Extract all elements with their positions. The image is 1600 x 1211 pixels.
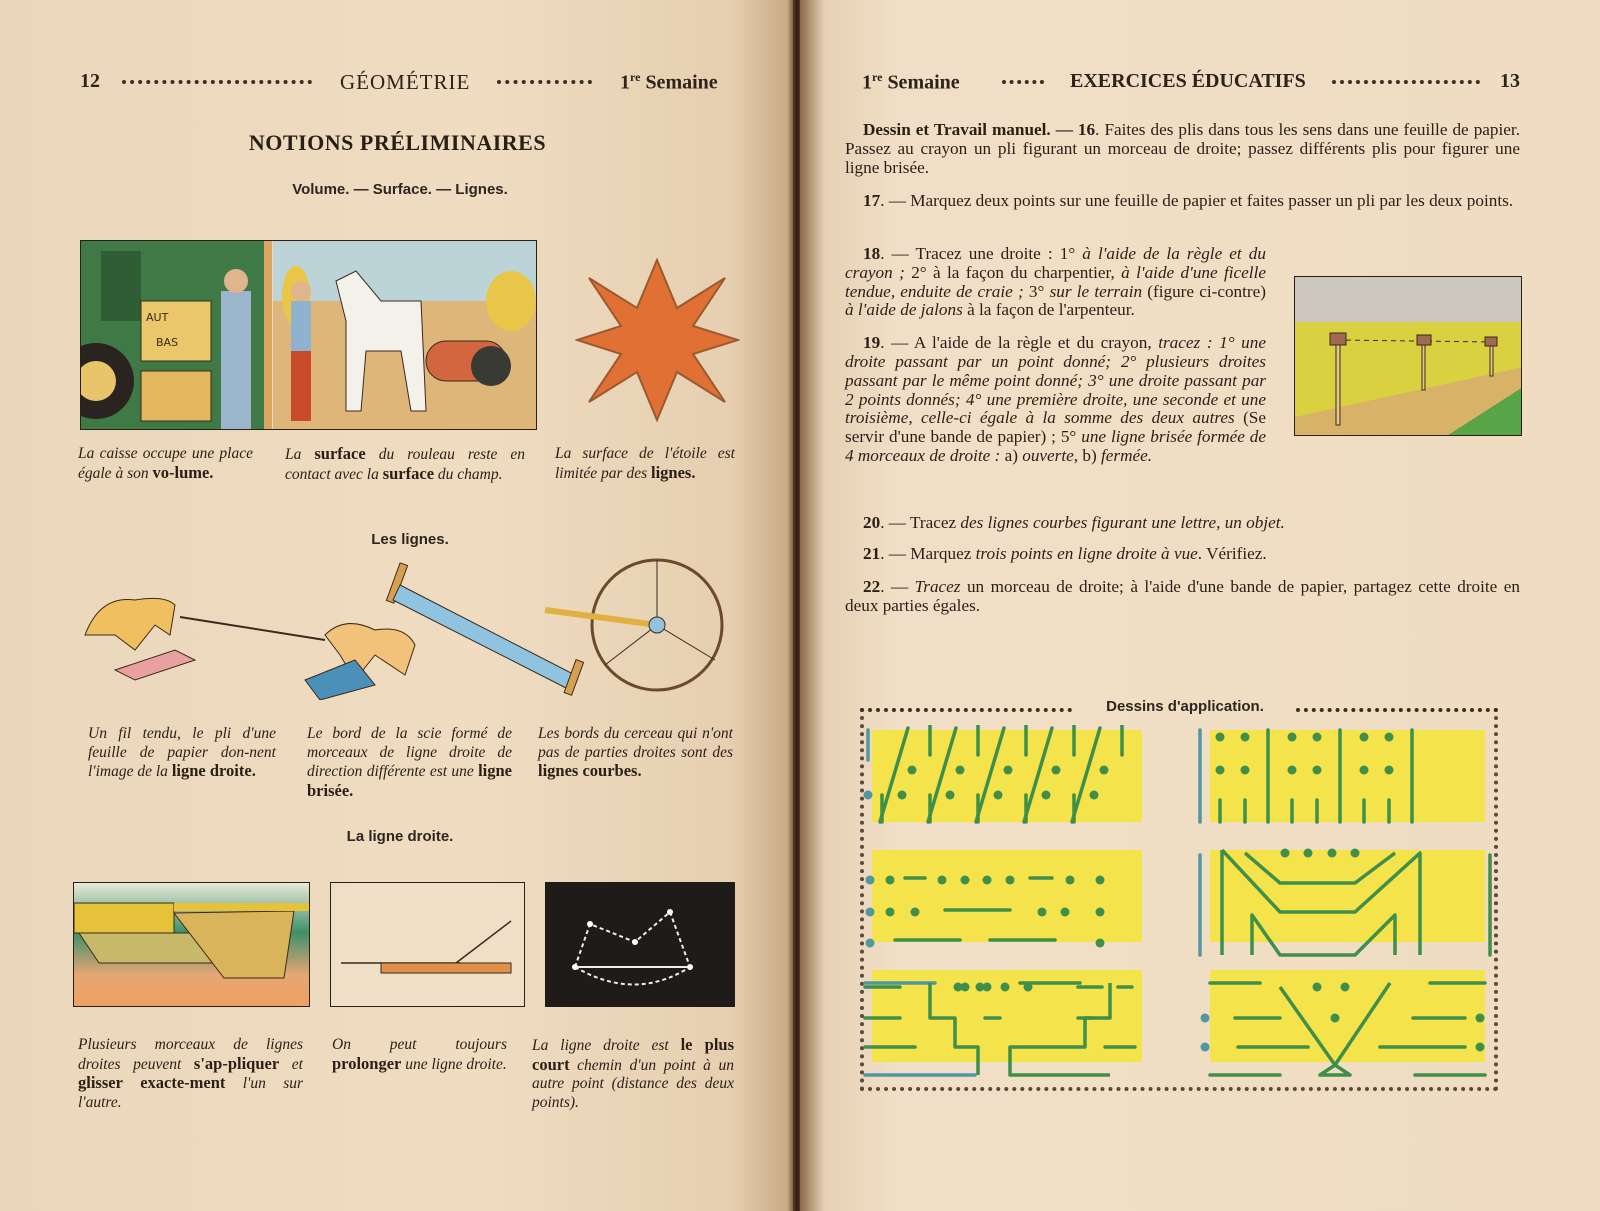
- pattern-dot: [1096, 876, 1105, 885]
- exercise-fragment: tracez : 1° une droite passant par un point donné; 2° plusieurs droites passant par le même point donné; 3° une droite passant par 2 points donnés; 4° une première droite, une seconde et une troisième, celle-ci égale à la somme des deux autres: [845, 333, 1266, 428]
- pattern-dot: [1216, 766, 1225, 775]
- caption-fragment: lignes.: [651, 462, 696, 482]
- caption-fragment: La ligne droite est: [532, 1037, 681, 1054]
- chalkboard-illustration: [545, 882, 735, 1007]
- exercise-fragment: . Vérifiez.: [1197, 544, 1267, 563]
- caption-curved-lines: [538, 725, 733, 782]
- pattern-dot: [983, 876, 992, 885]
- pattern-dot: [866, 876, 875, 885]
- caption-broken-line: [307, 725, 512, 801]
- section-les-lignes: Les lignes.: [371, 531, 449, 548]
- header-dots: [1002, 80, 1044, 84]
- pattern-dot: [1476, 1014, 1485, 1023]
- pattern-dot: [1288, 766, 1297, 775]
- caption-fragment: Plusieurs morceaux de lignes droites peuvent: [78, 1036, 303, 1073]
- week-sup: re: [872, 70, 883, 84]
- page-number-left: 12: [80, 70, 100, 92]
- exercise-fragment: des lignes courbes figurant une lettre, un objet.: [960, 513, 1285, 532]
- caption-fragment: La caisse occupe une place égale à son: [78, 445, 253, 482]
- pattern-dot: [1090, 791, 1099, 800]
- caption-fragment: prolonger: [332, 1053, 402, 1073]
- exercise-fragment: une ligne brisée formée de 4 morceaux de droite :: [845, 427, 1267, 465]
- pattern-dot: [976, 983, 985, 992]
- header-week-right: [862, 70, 960, 95]
- pattern-dot: [1304, 849, 1313, 858]
- exercise-20: [845, 514, 1520, 533]
- header-dots: [1332, 80, 1480, 84]
- pattern-dot: [954, 983, 963, 992]
- pattern-dot: [1241, 766, 1250, 775]
- pattern-dot: [1061, 908, 1070, 917]
- exercise-fragment: Dessin et Travail manuel. — 16: [863, 120, 1096, 139]
- exercise-fragment: un morceau de droite; à l'aide d'une bande de papier, partagez cette droite en deux parties égales.: [845, 577, 1521, 615]
- caption-fragment: Les bords du cerceau qui n'ont pas de parties droites sont des: [538, 725, 733, 761]
- exercise-fragment: . — Tracez: [880, 513, 961, 532]
- drawings-title: Dessins d'application.: [1106, 698, 1264, 715]
- section-la-ligne-droite: La ligne droite.: [346, 828, 454, 845]
- exercise-fragment: 19: [863, 333, 881, 353]
- exercise-fragment: . — Marquez deux points sur une feuille de papier et faites passer un pli par les deux points.: [880, 191, 1514, 210]
- pattern-dot: [1331, 1014, 1340, 1023]
- pattern-dot: [886, 908, 895, 917]
- pattern-dot: [1241, 733, 1250, 742]
- header-dots: [122, 80, 312, 84]
- pattern-background: [872, 730, 1142, 822]
- frame-dots: [1296, 708, 1498, 712]
- header-title-right: EXERCICES ÉDUCATIFS: [1070, 70, 1306, 92]
- header-title-left: GÉOMÉTRIE: [340, 70, 471, 94]
- moving-van-and-roller-illustration: [80, 240, 537, 430]
- pattern-dot: [1360, 733, 1369, 742]
- pattern-dot: [1024, 983, 1033, 992]
- week-num: 1: [620, 71, 630, 94]
- hoop-illustration: [545, 560, 722, 690]
- caption-surface-star: [555, 445, 735, 483]
- frame-dots: [860, 708, 1072, 712]
- pattern-dot: [1096, 908, 1105, 917]
- pattern-dot: [866, 908, 875, 917]
- pattern-dot: [908, 766, 917, 775]
- caption-extend: [332, 1036, 507, 1074]
- exercise-fragment: . — Tracez une droite : 1°: [880, 244, 1083, 263]
- surveyor-stakes-illustration: [1294, 276, 1522, 436]
- exercise-16: [845, 121, 1520, 177]
- caption-fragment: ligne brisée.: [307, 761, 512, 800]
- page-number-right: 13: [1500, 70, 1520, 92]
- caption-fragment: l'un sur l'autre.: [78, 1075, 304, 1111]
- pattern-dot: [1216, 733, 1225, 742]
- exercise-fragment: . — Marquez: [880, 544, 976, 563]
- page-title: NOTIONS PRÉLIMINAIRES: [248, 130, 547, 155]
- pattern-dot: [1385, 733, 1394, 742]
- caption-apply-slide: [78, 1036, 303, 1112]
- pattern-dot: [956, 766, 965, 775]
- caption-fragment: Le bord de la scie formé de morceaux de ligne droite de direction différente est une: [307, 725, 512, 780]
- box-label-top: AUT: [146, 311, 169, 324]
- pattern-dot: [866, 939, 875, 948]
- exercise-fragment: 22: [863, 577, 881, 596]
- pattern-dot: [1341, 983, 1350, 992]
- exercise-fragment: 20: [863, 513, 881, 532]
- dogs-string-illustration: [85, 598, 415, 700]
- pattern-dot: [1038, 908, 1047, 917]
- exercise-fragment: à la façon de l'arpenteur.: [962, 300, 1135, 320]
- pattern-dot: [1281, 849, 1290, 858]
- pattern-dot: [1201, 1014, 1210, 1023]
- caption-fragment: ligne droite.: [171, 761, 256, 780]
- exercise-fragment: , b): [1073, 445, 1101, 465]
- pattern-dot: [994, 791, 1003, 800]
- pattern-dot: [961, 876, 970, 885]
- caption-fragment: La: [285, 446, 315, 463]
- left-page: [0, 0, 795, 1211]
- exercise-21: [845, 545, 1520, 564]
- right-page: [800, 0, 1600, 1211]
- pattern-background: [1210, 730, 1485, 822]
- caption-fragment: le plus court: [532, 1035, 734, 1074]
- exercise-17: [845, 192, 1520, 211]
- exercise-22: [845, 578, 1520, 616]
- caption-fragment: du champ.: [434, 465, 503, 483]
- exercise-fragment: sur le terrain: [1049, 281, 1143, 301]
- pattern-dot: [1288, 733, 1297, 742]
- planks-illustration: [73, 882, 310, 1007]
- caption-volume: [78, 445, 253, 483]
- star-shape: [575, 258, 740, 423]
- pattern-dot: [1066, 876, 1075, 885]
- caption-shortest-path: [532, 1036, 734, 1112]
- caption-fragment: Un fil tendu, le pli d'une feuille de papier don-nent l'image de la: [88, 725, 276, 780]
- pattern-dot: [1313, 733, 1322, 742]
- pattern-dot: [1313, 766, 1322, 775]
- pattern-dot: [1385, 766, 1394, 775]
- pattern-drawings: [860, 725, 1500, 1085]
- caption-fragment: La surface de l'étoile est limitée par des: [555, 445, 735, 482]
- week-word: Semaine: [887, 71, 960, 94]
- section-subtitle: Volume. — Surface. — Lignes.: [292, 181, 508, 198]
- exercise-fragment: ouverte: [1022, 445, 1074, 465]
- caption-fragment: chemin d'un point à un autre point (distance des deux points).: [532, 1056, 734, 1111]
- ruler-illustration: [330, 882, 525, 1007]
- caption-straight-line: [88, 725, 276, 782]
- caption-fragment: On peut toujours: [332, 1036, 507, 1053]
- exercise-fragment: 21: [863, 544, 881, 563]
- saw-illustration: [386, 563, 583, 695]
- exercise-fragment: (Se servir d'une bande de papier) ; 5°: [845, 408, 1266, 447]
- caption-fragment: du rouleau reste en contact avec la: [285, 446, 526, 483]
- pattern-dot: [1052, 766, 1061, 775]
- exercise-fragment: . —: [880, 577, 915, 596]
- caption-fragment: lignes courbes.: [538, 761, 642, 780]
- exercise-fragment: . Faites des plis dans tous les sens dans une feuille de papier. Passez au crayon un pli figurant un morceau de droite; passez différents plis pour figurer une ligne brisée.: [845, 120, 1520, 177]
- exercise-fragment: à l'aide d'une ficelle tendue, enduite de craie ;: [845, 262, 1266, 301]
- caption-surface-roller: [285, 445, 525, 484]
- caption-fragment: vo-lume.: [152, 462, 214, 482]
- week-word: Semaine: [645, 71, 718, 94]
- pattern-dot: [1042, 791, 1051, 800]
- exercise-fragment: Tracez: [914, 577, 961, 596]
- exercise-fragment: 2° à la façon du charpentier,: [904, 262, 1122, 282]
- pattern-dot: [1201, 1043, 1210, 1052]
- pattern-dot: [1006, 876, 1015, 885]
- pattern-dot: [946, 791, 955, 800]
- pattern-dot: [864, 791, 873, 800]
- pattern-dot: [1001, 983, 1010, 992]
- pattern-dot: [1351, 849, 1360, 858]
- pattern-dot: [898, 791, 907, 800]
- lines-illustrations: [75, 555, 745, 700]
- exercise-fragment: 17: [863, 191, 881, 210]
- pattern-dot: [886, 876, 895, 885]
- pattern-background: [872, 850, 1142, 942]
- exercise-fragment: a): [1000, 445, 1023, 465]
- caption-fragment: surface: [382, 463, 435, 483]
- pattern-dot: [1004, 766, 1013, 775]
- pattern-dot: [1100, 766, 1109, 775]
- caption-fragment: s'ap-pliquer: [193, 1053, 280, 1073]
- pattern-dot: [1096, 939, 1105, 948]
- pattern-dot: [1476, 1043, 1485, 1052]
- week-sup: re: [630, 70, 641, 84]
- caption-fragment: une ligne droite.: [401, 1055, 507, 1073]
- exercise-fragment: à l'aide de jalons: [845, 300, 963, 320]
- caption-fragment: et: [279, 1055, 303, 1073]
- week-num: 1: [862, 71, 872, 94]
- caption-fragment: glisser exacte-ment: [78, 1073, 226, 1092]
- exercise-fragment: (figure ci-contre): [1142, 281, 1266, 301]
- exercise-fragment: à l'aide de la règle et du crayon ;: [845, 244, 1266, 282]
- pattern-dot: [1328, 849, 1337, 858]
- exercise-fragment: . — A l'aide de la règle et du crayon,: [880, 333, 1159, 353]
- header-week-left: [620, 70, 718, 95]
- pattern-dot: [1313, 983, 1322, 992]
- header-dots: [497, 80, 592, 84]
- box-label-bottom: BAS: [156, 336, 179, 349]
- exercise-fragment: 3°: [1023, 281, 1050, 301]
- exercise-fragment: fermée.: [1101, 445, 1153, 465]
- pattern-dot: [1360, 766, 1369, 775]
- exercise-fragment: trois points en ligne droite à vue: [975, 544, 1198, 563]
- exercise-fragment: 18: [863, 244, 881, 263]
- pattern-dot: [938, 876, 947, 885]
- caption-fragment: surface: [314, 444, 366, 463]
- pattern-dot: [911, 908, 920, 917]
